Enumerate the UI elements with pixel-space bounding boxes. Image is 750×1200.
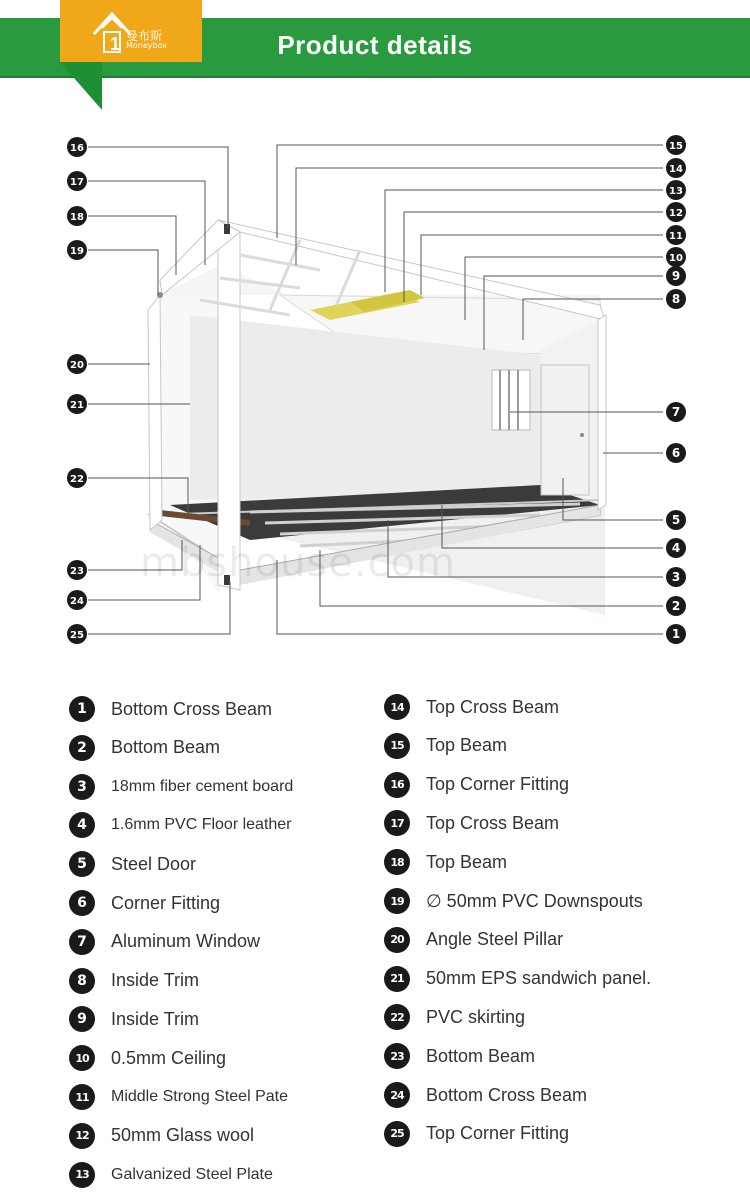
legend-number-badge: 1: [69, 696, 95, 722]
legend-label: 18mm fiber cement board: [111, 777, 294, 795]
svg-text:7: 7: [671, 405, 681, 419]
legend-label: ∅ 50mm PVC Downspouts: [426, 890, 643, 911]
callout-21: [67, 394, 87, 414]
legend-label: 1.6mm PVC Floor leather: [111, 816, 292, 834]
svg-text:11: 11: [669, 231, 683, 242]
legend-number-badge: 4: [69, 812, 95, 838]
legend-number-badge: 20: [384, 927, 410, 953]
tab-fold: [60, 62, 102, 110]
legend-item-18: [384, 847, 507, 877]
legend-label: Bottom Beam: [426, 1045, 536, 1066]
legend-number-badge: 12: [69, 1123, 95, 1149]
legend-label: PVC skirting: [426, 1006, 526, 1027]
callout-25: [67, 624, 87, 644]
svg-text:10: 10: [669, 253, 683, 264]
callout-2: [666, 596, 686, 616]
legend-number-badge: 3: [69, 774, 95, 800]
legend-label: Bottom Cross Beam: [111, 698, 273, 719]
callout-4: [666, 538, 686, 558]
callout-23: [67, 560, 87, 580]
legend-item-25: [384, 1119, 569, 1149]
callout-20: [67, 354, 87, 374]
svg-text:13: 13: [669, 186, 683, 197]
svg-text:1: 1: [110, 34, 121, 54]
logo-text-cn: 曼布斯: [126, 29, 163, 43]
legend-label: Top Beam: [426, 851, 508, 872]
svg-text:6: 6: [671, 446, 681, 460]
callout-19: [67, 240, 87, 260]
legend-number-badge: 19: [384, 888, 410, 914]
callout-12: [666, 202, 686, 222]
svg-text:15: 15: [669, 141, 683, 152]
svg-text:5: 5: [671, 513, 681, 527]
svg-text:12: 12: [669, 208, 683, 219]
svg-text:22: 22: [70, 474, 84, 485]
legend-item-22: [384, 1002, 525, 1032]
legend-label: Bottom Beam: [111, 737, 221, 758]
callout-14: [666, 158, 686, 178]
legend-label: Top Corner Fitting: [426, 1123, 570, 1144]
legend-label: Top Corner Fitting: [426, 774, 570, 795]
legend-item-8: [69, 966, 199, 996]
legend-number-badge: 5: [69, 851, 95, 877]
svg-text:2: 2: [671, 599, 681, 613]
callout-10: [666, 247, 686, 267]
svg-text:8: 8: [671, 292, 681, 306]
callout-15: [666, 135, 686, 155]
legend-item-7: [69, 927, 260, 957]
legend-number-badge: 11: [69, 1084, 95, 1110]
legend-item-10: [69, 1043, 226, 1073]
legend-item-12: [69, 1121, 254, 1151]
legend-label: Angle Steel Pillar: [426, 929, 564, 950]
legend-label: 0.5mm Ceiling: [111, 1047, 227, 1068]
legend-item-6: [69, 888, 220, 918]
legend-number-badge: 2: [69, 735, 95, 761]
header-divider: [0, 76, 750, 78]
callout-6: [666, 443, 686, 463]
legend-number-badge: 6: [69, 890, 95, 916]
legend-item-5: [69, 849, 196, 879]
legend-number-badge: 7: [69, 929, 95, 955]
legend-number-badge: 17: [384, 810, 410, 836]
svg-text:19: 19: [70, 246, 84, 257]
callouts-right: [666, 135, 686, 644]
callout-8: [666, 289, 686, 309]
svg-text:20: 20: [70, 360, 84, 371]
legend-number-badge: 21: [384, 966, 410, 992]
svg-text:17: 17: [70, 177, 84, 188]
legend-label: Aluminum Window: [111, 931, 261, 952]
logo-text-en: Moneybox: [126, 41, 167, 50]
legend-item-9: [69, 1004, 199, 1034]
svg-text:24: 24: [70, 596, 84, 607]
legend-label: Steel Door: [111, 853, 197, 874]
legend-number-badge: 18: [384, 849, 410, 875]
legend-item-1: [69, 694, 272, 724]
callout-11: [666, 225, 686, 245]
legend-item-19: [384, 886, 643, 916]
callout-16: [67, 137, 87, 157]
legend-item-11: [69, 1082, 288, 1112]
watermark-text: mbshouse.com: [140, 540, 456, 586]
callout-7: [666, 402, 686, 422]
legend-item-16: [384, 770, 569, 800]
page-title: Product details: [277, 30, 473, 60]
legend-number-badge: 24: [384, 1082, 410, 1108]
callout-9: [666, 266, 686, 286]
svg-text:18: 18: [70, 212, 84, 223]
legend-item-21: [384, 964, 651, 994]
legend-label: Middle Strong Steel Pate: [111, 1088, 288, 1105]
legend-label: Inside Trim: [111, 1008, 200, 1029]
svg-text:25: 25: [70, 630, 84, 641]
svg-text:16: 16: [70, 143, 84, 154]
legend-number-badge: 23: [384, 1043, 410, 1069]
legend-label: 50mm Glass wool: [111, 1125, 255, 1146]
legend-number-badge: 10: [69, 1045, 95, 1071]
legend-number-badge: 14: [384, 694, 410, 720]
legend-label: Bottom Cross Beam: [426, 1084, 588, 1105]
legend-number-badge: 25: [384, 1121, 410, 1147]
legend-item-23: [384, 1041, 535, 1071]
legend-number-badge: 9: [69, 1006, 95, 1032]
callout-1: [666, 624, 686, 644]
callout-17: [67, 171, 87, 191]
legend-number-badge: 22: [384, 1004, 410, 1030]
legend-number-badge: 8: [69, 968, 95, 994]
legend-item-14: [384, 692, 559, 722]
svg-text:1: 1: [671, 627, 681, 641]
legend-label: Top Beam: [426, 735, 508, 756]
legend-item-17: [384, 808, 559, 838]
legend-item-15: [384, 731, 507, 761]
callout-22: [67, 468, 87, 488]
legend-item-4: [69, 810, 292, 840]
legend-item-2: [69, 733, 220, 763]
legend-label: Inside Trim: [111, 970, 200, 991]
svg-text:23: 23: [70, 566, 84, 577]
callout-18: [67, 206, 87, 226]
legend-item-13: [69, 1160, 273, 1190]
callout-5: [666, 510, 686, 530]
legend-number-badge: 15: [384, 733, 410, 759]
legend-item-20: [384, 925, 563, 955]
legend-label: Top Cross Beam: [426, 696, 560, 717]
legend-number-badge: 16: [384, 772, 410, 798]
legend-item-3: [69, 772, 293, 802]
legend-item-24: [384, 1080, 587, 1110]
svg-text:21: 21: [70, 400, 84, 411]
legend-label: Galvanized Steel Plate: [111, 1165, 273, 1183]
legend-label: Top Cross Beam: [426, 812, 560, 833]
callout-24: [67, 590, 87, 610]
svg-text:4: 4: [671, 541, 681, 555]
svg-text:14: 14: [669, 164, 683, 175]
svg-text:3: 3: [671, 570, 681, 584]
svg-text:9: 9: [671, 269, 681, 283]
callout-3: [666, 567, 686, 587]
legend-number-badge: 13: [69, 1162, 95, 1188]
callout-13: [666, 180, 686, 200]
legend-label: Corner Fitting: [111, 892, 221, 913]
callouts-left: [67, 137, 87, 644]
legend-label: 50mm EPS sandwich panel.: [426, 968, 652, 989]
